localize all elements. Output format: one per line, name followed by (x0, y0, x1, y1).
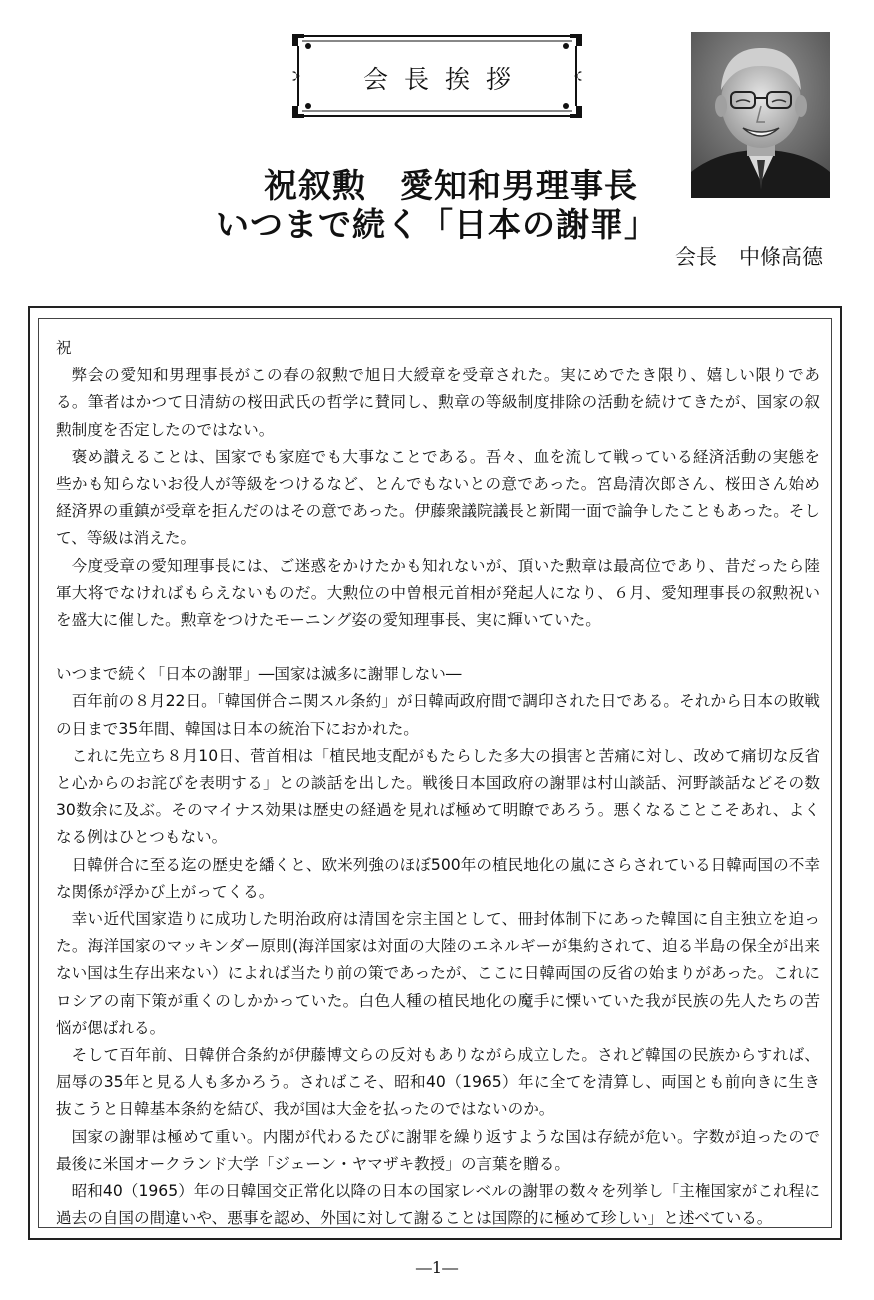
page-number: ―1― (415, 1258, 459, 1277)
paragraph: 弊会の愛知和男理事長がこの春の叙勲で旭日大綬章を受章された。実にめでたき限り、嬉しい限りである。筆者はかつて日清紡の桜田武氏の哲学に賛同し、勲章の等級制度排除の活動を続けてきたが、国家の叙勲制度を否定したのではない。 (56, 366, 820, 439)
section-label-apology: いつまで続く「日本の謝罪」―国家は滅多に謝罪しない― (56, 665, 462, 684)
paragraph: そして百年前、日韓併合条約が伊藤博文らの反対もありながら成立した。されど韓国の民族からすれば、屈辱の35年と見る人も多かろう。さればこそ、昭和40（1965）年に全てを清算し、両国とも前向きに生き抜こうと日韓基本条約を結び、我が国は大金を払ったのではないのか。 (56, 1046, 820, 1119)
paragraph: 国家の謝罪は極めて重い。内閣が代わるたびに謝罪を繰り返すような国は存続が危い。字数が迫ったので最後に米国オークランド大学「ジェーン・ヤマザキ教授」の言葉を贈る。 (56, 1127, 820, 1173)
author-name: 中條高德 (739, 245, 823, 269)
paragraph: 日韓併合に至る迄の歴史を繙くと、欧米列強のほぼ500年の植民地化の嵐にさらされている日韓両国の不幸な関係が浮かび上がってくる。 (56, 855, 820, 901)
paragraph: 今度受章の愛知理事長には、ご迷惑をかけたかも知れないが、頂いた勲章は最高位であり、昔だったら陸軍大将でなければもらえないものだ。大勲位の中曽根元首相が発起人になり、６月、愛知理事長の叙勲祝いを盛大に催した。勲章をつけたモーニング姿の愛知理事長、実に輝いていた。 (56, 556, 820, 630)
paragraph: 褒め讃えることは、国家でも家庭でも大事なことである。吾々、血を流して戦っている経済活動の実態を些かも知らないお役人が等級をつけるなど、とんでもないとの意であった。宮島清次郎さん、桜田さん始め経済界の重鎮が受章を拒んだのはその意であった。伊藤衆議院議長と新聞一面で論争したこともあった。そして、等級は消えた。 (56, 447, 820, 548)
headline-secondary: いつまで続く「日本の謝罪」 (216, 205, 658, 244)
section-title-frame (290, 32, 584, 120)
headline-primary: 祝叙勲 愛知和男理事長 (264, 166, 638, 205)
paragraph: 幸い近代国家造りに成功した明治政府は清国を宗主国として、冊封体制下にあった韓国に自主独立を迫った。海洋国家のマッキンダー原則(海洋国家は対面の大陸のエネルギーが集約されて、迫る半島の保全が出来ない国は生存出来ない）によれば当たり前の策であったが、ここに日韓両国の反省の始まりがあった。これにロシアの南下策が重くのしかかっていた。白色人種の植民地化の魔手に慄いていた我が民族の先人たちの苦悩が偲ばれる。 (56, 910, 820, 1037)
section-spacer (56, 634, 820, 661)
section-label-congratulations: 祝 (56, 339, 72, 357)
author-byline (675, 241, 823, 271)
paragraph: 百年前の８月22日。「韓国併合ニ関スル条約」が日韓両政府間で調印された日である。それから日本の敗戦の日まで35年間、韓国は日本の統治下におかれた。 (56, 692, 820, 738)
paragraph: これに先立ち８月10日、菅首相は「植民地支配がもたらした多大の損害と苦痛に対し、改めて痛切な反省と心からのお詫びを表明する」との談話を出した。戦後日本国政府の謝罪は村山談話、河野談話などその数30数余に及ぶ。そのマイナス効果は歴史の経過を見れば極めて明瞭であろう。悪くなることこそあれ、よくなる例はひとつもない。 (56, 746, 820, 847)
section-title: 会長挨拶 (362, 65, 527, 94)
author-role: 会長 (675, 245, 717, 269)
paragraph: 昭和40（1965）年の日韓国交正常化以降の日本の国家レベルの謝罪の数々を列挙し「主権国家がこれ程に過去の自国の間違いや、悪事を認め、外国に対して謝ることは国際的に極めて珍しい」と述べている。 (56, 1182, 820, 1228)
article-body (56, 335, 820, 1233)
